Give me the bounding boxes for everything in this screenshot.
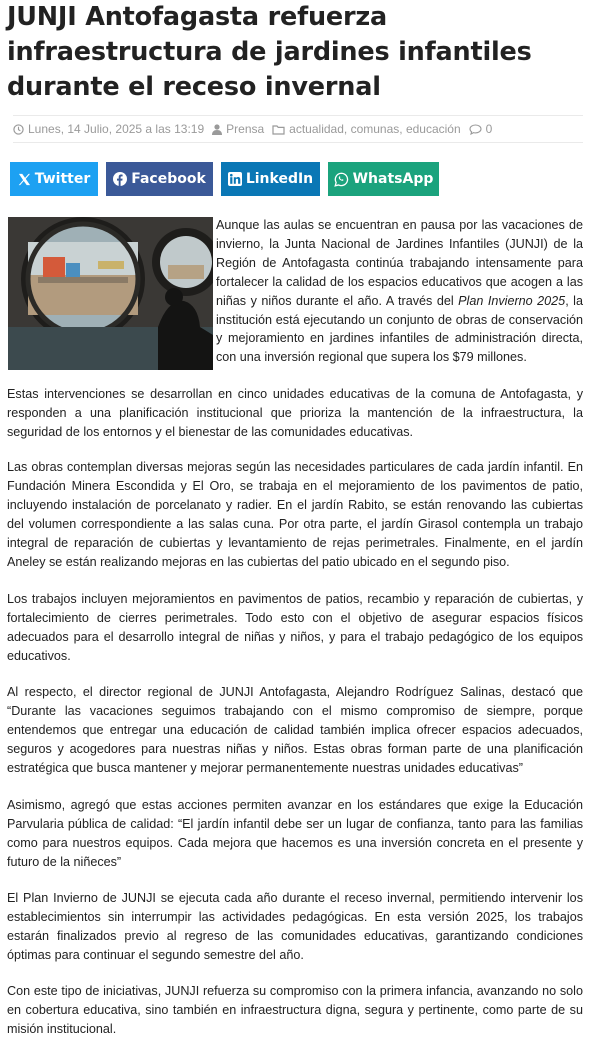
share-facebook-label: Facebook	[131, 171, 206, 187]
share-twitter-button[interactable]	[10, 162, 98, 196]
meta-author-text[interactable]: Prensa	[226, 122, 265, 136]
meta-tags: actualidad , comunas , educación	[272, 116, 460, 142]
meta-date-text: Lunes, 14 Julio, 2025 a las 13:19	[28, 122, 205, 136]
share-whatsapp-button[interactable]	[328, 162, 439, 196]
share-facebook-button[interactable]	[106, 162, 213, 196]
article-paragraph: Al respecto, el director regional de JUNJI Antofagasta, Alejandro Rodríguez Salinas, destacó que “Durante las vacaciones seguimos trabajando con el mismo compromiso de siempre, porque entendemos que entregar una educación de calidad también implica ofrecer espacios adecuados, seguros y acogedores para nuestras niñas y niños. Estas obras forman parte de una planificación estratégica que busca mantener y mejorar permanentemente nuestras unidades educativas”	[7, 685, 583, 775]
tag-link[interactable]: comunas	[350, 122, 400, 136]
plan-invierno-emphasis: Plan Invierno 2025	[458, 293, 566, 308]
article-paragraph: Las obras contemplan diversas mejoras según las necesidades particulares de cada jardín infantil. En Fundación Minera Escondida y El Oro, se trabaja en el mejoramiento de los pavimentos de patio, incluyendo instalación de porcelanato y radier. En el jardín Rabito, se están renovando las cubiertas del volumen correspondiente a las salas cuna. Por otra parte, el jardín Girasol contempla un trabajo integral de reparación de cubiertas y levantamiento de rejas perimetrales. Finalmente, en el jardín Aneley se están realizando mejoras en las cubiertas del patio ubicado en el segundo piso.	[7, 460, 583, 569]
article-paragraph: Asimismo, agregó que estas acciones permiten avanzar en los estándares que exige la Educación Parvularia pública de calidad: “El jardín infantil debe ser un lugar de confianza, tanto para las familias como para nuestros equipos. Cada mejora que hacemos es una inversión concreta en el presente y futuro de la niñeces”	[7, 798, 583, 869]
article-paragraph: Estas intervenciones se desarrollan en cinco unidades educativas de la comuna de Antofagasta, y responden a una planificación institucional que prioriza la mantención de la infraestructura, la seguridad de los entornos y el bienestar de las comunidades educativas.	[7, 387, 583, 439]
x-logo-icon	[18, 173, 31, 186]
facebook-icon	[113, 172, 127, 186]
folder-icon	[272, 124, 285, 135]
tag-link[interactable]: educación	[405, 122, 461, 136]
share-twitter-label: Twitter	[34, 171, 91, 187]
article-meta	[13, 115, 583, 143]
article-paragraph: Aunque las aulas se encuentran en pausa por las vacaciones de invierno, la Junta Nacional de Jardines Infantiles (JUNJI) de la Región de Antofagasta continúa trabajando intensamente para fortalecer la calidad de los espacios educativos que acogen a las niñas y niños durante el año. A través del Plan Invierno 2025, la institución está ejecutando un conjunto de obras de conservación y mejoramiento en jardines infantiles de administración directa, con una inversión regional que supera los $79 millones.	[216, 218, 583, 365]
article-photo	[8, 217, 213, 370]
share-whatsapp-label: WhatsApp	[352, 171, 434, 187]
article-paragraph: Con este tipo de iniciativas, JUNJI refuerza su compromiso con la primera infancia, avanzando no solo en cobertura educativa, sino también en infraestructura digna, segura y pertinente, como parte de su misión institucional.	[7, 984, 583, 1036]
linkedin-icon	[228, 172, 242, 186]
meta-comments[interactable]	[469, 116, 493, 142]
meta-author[interactable]	[212, 116, 264, 142]
article-title: JUNJI Antofagasta refuerza infraestructura de jardines infantiles durante el receso invernal	[7, 2, 532, 102]
tag-link[interactable]: actualidad	[289, 122, 344, 136]
meta-date	[13, 116, 204, 142]
article-paragraph: Los trabajos incluyen mejoramientos en pavimentos de patios, recambio y reparación de cubiertas, y fortalecimiento de cierres perimetrales. Todo esto con el objetivo de asegurar espacios físicos adecuados para el desarrollo integral de niñas y niños, y para el trabajo pedagógico de los equipos educativos.	[7, 592, 583, 663]
comment-count[interactable]: 0	[485, 122, 493, 136]
share-linkedin-button[interactable]	[221, 162, 320, 196]
article-paragraph: El Plan Invierno de JUNJI se ejecuta cada año durante el receso invernal, permitiendo intervenir los establecimientos sin interrumpir las actividades pedagógicas. En esta versión 2025, los trabajos estarán finalizados previo al regreso de las comunidades educativas, garantizando condiciones óptimas para continuar el segundo semestre del año.	[7, 891, 583, 962]
whatsapp-icon	[334, 172, 349, 187]
user-icon	[212, 124, 222, 135]
comment-icon	[469, 124, 482, 135]
clock-icon	[13, 124, 24, 135]
share-linkedin-label: LinkedIn	[245, 171, 314, 187]
